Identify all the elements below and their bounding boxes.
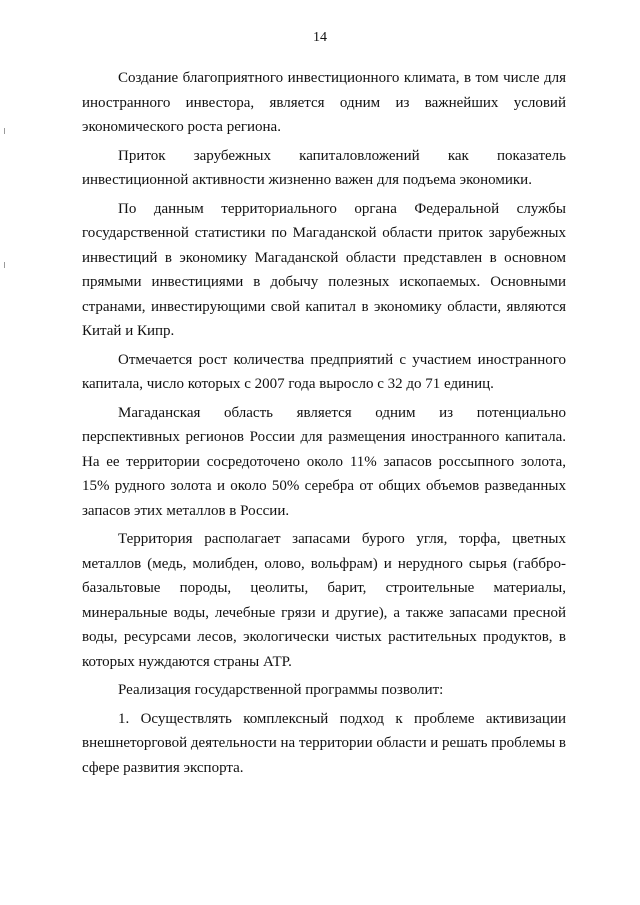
paragraph: Отмечается рост количества предприятий с участием иностранного капитала, число которых с 2007 года выросло с 32 до 71 единиц. — [82, 351, 566, 392]
paragraph: Приток зарубежных капиталовложений как показатель инвестиционной активности жизненно важен для подъема экономики. — [82, 147, 566, 188]
page-number: 14 — [313, 30, 327, 45]
paragraph: 1. Осуществлять комплексный подход к проблеме активизации внешнеторговой деятельности на территории области и решать проблемы в сфере развития экспорта. — [82, 710, 566, 776]
document-body — [82, 66, 566, 784]
paragraph: Магаданская область является одним из потенциально перспективных регионов России для размещения иностранного капитала. На ее территории сосредоточено около 11% запасов россыпного золота, 15% рудного золота и около 50% серебра от общих объемов разведанных запасов этих металлов в России. — [82, 404, 566, 519]
margin-mark — [4, 128, 5, 134]
paragraph: Реализация государственной программы позволит: — [118, 682, 444, 698]
paragraph: Создание благоприятного инвестиционного климата, в том числе для иностранного инвестора, является одним из важнейших условий экономического роста региона. — [82, 70, 566, 135]
margin-mark — [4, 262, 5, 268]
paragraph: Территория располагает запасами бурого угля, торфа, цветных металлов (медь, молибден, олово, вольфрам) и нерудного сырья (габбро-базальтовые породы, цеолиты, барит, строительные материалы, минеральные воды, лечебные грязи и другие), а также запасами пресной воды, ресурсами лесов, экологически чистых растительных продуктов, в которых нуждаются страны АТР. — [82, 531, 566, 670]
paragraph: По данным территориального органа Федеральной службы государственной статистики по Магаданской области приток зарубежных инвестиций в экономику Магаданской области представлен в основном прямыми инвестициями в добычу полезных ископаемых. Основными странами, инвестирующими свой капитал в экономику области, являются Китай и Кипр. — [82, 200, 566, 339]
